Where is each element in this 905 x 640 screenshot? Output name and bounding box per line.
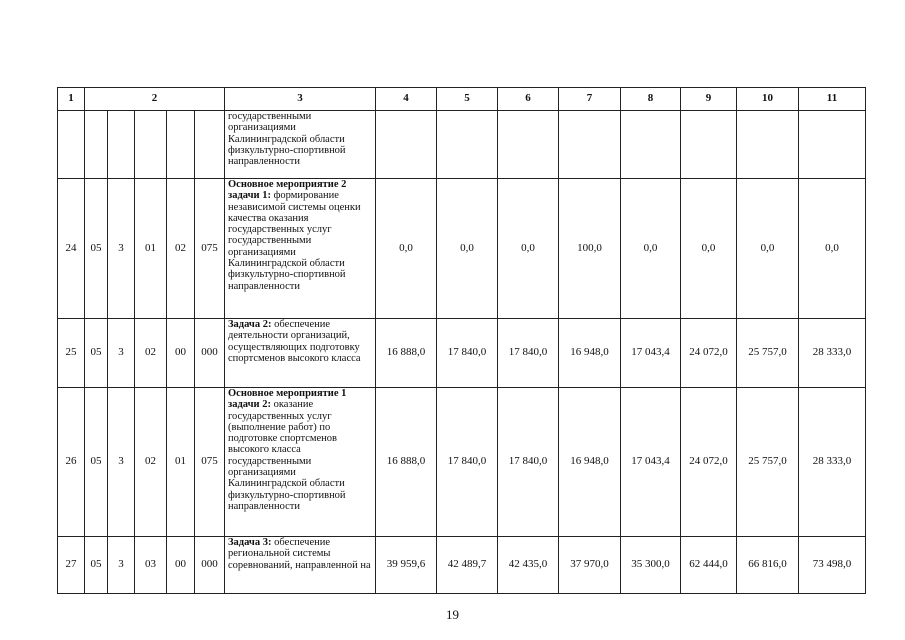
value-cell: 39 959,6 bbox=[376, 537, 437, 594]
code-cell: 02 bbox=[167, 179, 195, 319]
code-cell: 3 bbox=[108, 319, 135, 388]
code-cell bbox=[195, 111, 225, 179]
code-cell: 05 bbox=[85, 179, 108, 319]
header-cell: 9 bbox=[681, 88, 737, 111]
header-cell: 11 bbox=[799, 88, 866, 111]
code-cell: 000 bbox=[195, 537, 225, 594]
value-cell bbox=[799, 111, 866, 179]
value-cell: 0,0 bbox=[498, 179, 559, 319]
value-cell: 0,0 bbox=[799, 179, 866, 319]
value-cell bbox=[437, 111, 498, 179]
value-cell: 17 043,4 bbox=[621, 388, 681, 537]
value-cell: 28 333,0 bbox=[799, 319, 866, 388]
code-cell bbox=[167, 111, 195, 179]
header-cell: 1 bbox=[58, 88, 85, 111]
code-cell bbox=[58, 111, 85, 179]
header-row bbox=[58, 88, 866, 111]
value-cell: 42 489,7 bbox=[437, 537, 498, 594]
value-cell bbox=[681, 111, 737, 179]
page-number: 19 bbox=[446, 607, 459, 622]
code-cell: 075 bbox=[195, 179, 225, 319]
value-cell: 62 444,0 bbox=[681, 537, 737, 594]
header-cell: 3 bbox=[225, 88, 376, 111]
code-cell: 3 bbox=[108, 537, 135, 594]
value-cell: 35 300,0 bbox=[621, 537, 681, 594]
value-cell: 66 816,0 bbox=[737, 537, 799, 594]
code-cell: 02 bbox=[135, 388, 167, 537]
header-cell: 10 bbox=[737, 88, 799, 111]
code-cell bbox=[108, 111, 135, 179]
code-cell: 26 bbox=[58, 388, 85, 537]
code-cell: 05 bbox=[85, 319, 108, 388]
value-cell: 0,0 bbox=[376, 179, 437, 319]
value-cell: 100,0 bbox=[559, 179, 621, 319]
value-cell: 17 840,0 bbox=[498, 319, 559, 388]
code-cell: 000 bbox=[195, 319, 225, 388]
header-cell: 8 bbox=[621, 88, 681, 111]
description-text: оказание государственных услуг (выполнение работ) по подготовке спортсменов высокого класса государственными организациями Калининградской области физкультурно-спортивной направленности bbox=[228, 399, 346, 512]
table-row bbox=[58, 111, 866, 179]
code-cell: 05 bbox=[85, 388, 108, 537]
table-row bbox=[58, 319, 866, 388]
code-cell: 00 bbox=[167, 319, 195, 388]
value-cell: 17 840,0 bbox=[498, 388, 559, 537]
description-bold: Основное мероприятие 1 задачи 2: bbox=[228, 388, 347, 411]
description-cell bbox=[225, 179, 376, 319]
code-cell: 00 bbox=[167, 537, 195, 594]
description-cell bbox=[225, 388, 376, 537]
header-cell: 7 bbox=[559, 88, 621, 111]
code-cell: 01 bbox=[135, 179, 167, 319]
value-cell: 42 435,0 bbox=[498, 537, 559, 594]
value-cell: 0,0 bbox=[621, 179, 681, 319]
value-cell: 16 948,0 bbox=[559, 388, 621, 537]
code-cell: 25 bbox=[58, 319, 85, 388]
value-cell: 0,0 bbox=[737, 179, 799, 319]
table-row bbox=[58, 388, 866, 537]
description-bold: Задача 2: bbox=[228, 319, 272, 330]
description-bold: Основное мероприятие 2 задачи 1: bbox=[228, 179, 347, 202]
value-cell: 37 970,0 bbox=[559, 537, 621, 594]
value-cell: 24 072,0 bbox=[681, 319, 737, 388]
header-cell: 4 bbox=[376, 88, 437, 111]
value-cell: 25 757,0 bbox=[737, 388, 799, 537]
value-cell: 16 888,0 bbox=[376, 388, 437, 537]
code-cell: 24 bbox=[58, 179, 85, 319]
budget-table bbox=[57, 87, 866, 594]
header-cell: 5 bbox=[437, 88, 498, 111]
description-text: государственными организациями Калининградской области физкультурно-спортивной направленности bbox=[228, 111, 346, 168]
header-cell: 2 bbox=[85, 88, 225, 111]
description-text: обеспечение региональной системы соревнований, направленной на bbox=[228, 537, 371, 571]
header-cell: 6 bbox=[498, 88, 559, 111]
code-cell bbox=[135, 111, 167, 179]
table-row bbox=[58, 179, 866, 319]
value-cell: 73 498,0 bbox=[799, 537, 866, 594]
value-cell: 17 840,0 bbox=[437, 388, 498, 537]
description-text: обеспечение деятельности организаций, осуществляющих подготовку спортсменов высокого класса bbox=[228, 319, 361, 364]
value-cell: 25 757,0 bbox=[737, 319, 799, 388]
value-cell: 24 072,0 bbox=[681, 388, 737, 537]
value-cell bbox=[737, 111, 799, 179]
value-cell bbox=[621, 111, 681, 179]
description-cell bbox=[225, 319, 376, 388]
description-cell bbox=[225, 111, 376, 179]
code-cell: 3 bbox=[108, 388, 135, 537]
value-cell: 17 840,0 bbox=[437, 319, 498, 388]
code-cell: 27 bbox=[58, 537, 85, 594]
value-cell bbox=[498, 111, 559, 179]
value-cell: 0,0 bbox=[681, 179, 737, 319]
description-text: формирование независимой системы оценки качества оказания государственных услуг государственными организациями Калининградской области физкультурно-спортивной направленности bbox=[228, 190, 361, 292]
code-cell: 02 bbox=[135, 319, 167, 388]
code-cell: 075 bbox=[195, 388, 225, 537]
code-cell bbox=[85, 111, 108, 179]
value-cell: 0,0 bbox=[437, 179, 498, 319]
table-row bbox=[58, 537, 866, 594]
value-cell: 17 043,4 bbox=[621, 319, 681, 388]
value-cell bbox=[376, 111, 437, 179]
code-cell: 3 bbox=[108, 179, 135, 319]
value-cell: 28 333,0 bbox=[799, 388, 866, 537]
value-cell bbox=[559, 111, 621, 179]
description-cell bbox=[225, 537, 376, 594]
code-cell: 05 bbox=[85, 537, 108, 594]
code-cell: 03 bbox=[135, 537, 167, 594]
code-cell: 01 bbox=[167, 388, 195, 537]
value-cell: 16 948,0 bbox=[559, 319, 621, 388]
description-bold: Задача 3: bbox=[228, 537, 272, 548]
value-cell: 16 888,0 bbox=[376, 319, 437, 388]
